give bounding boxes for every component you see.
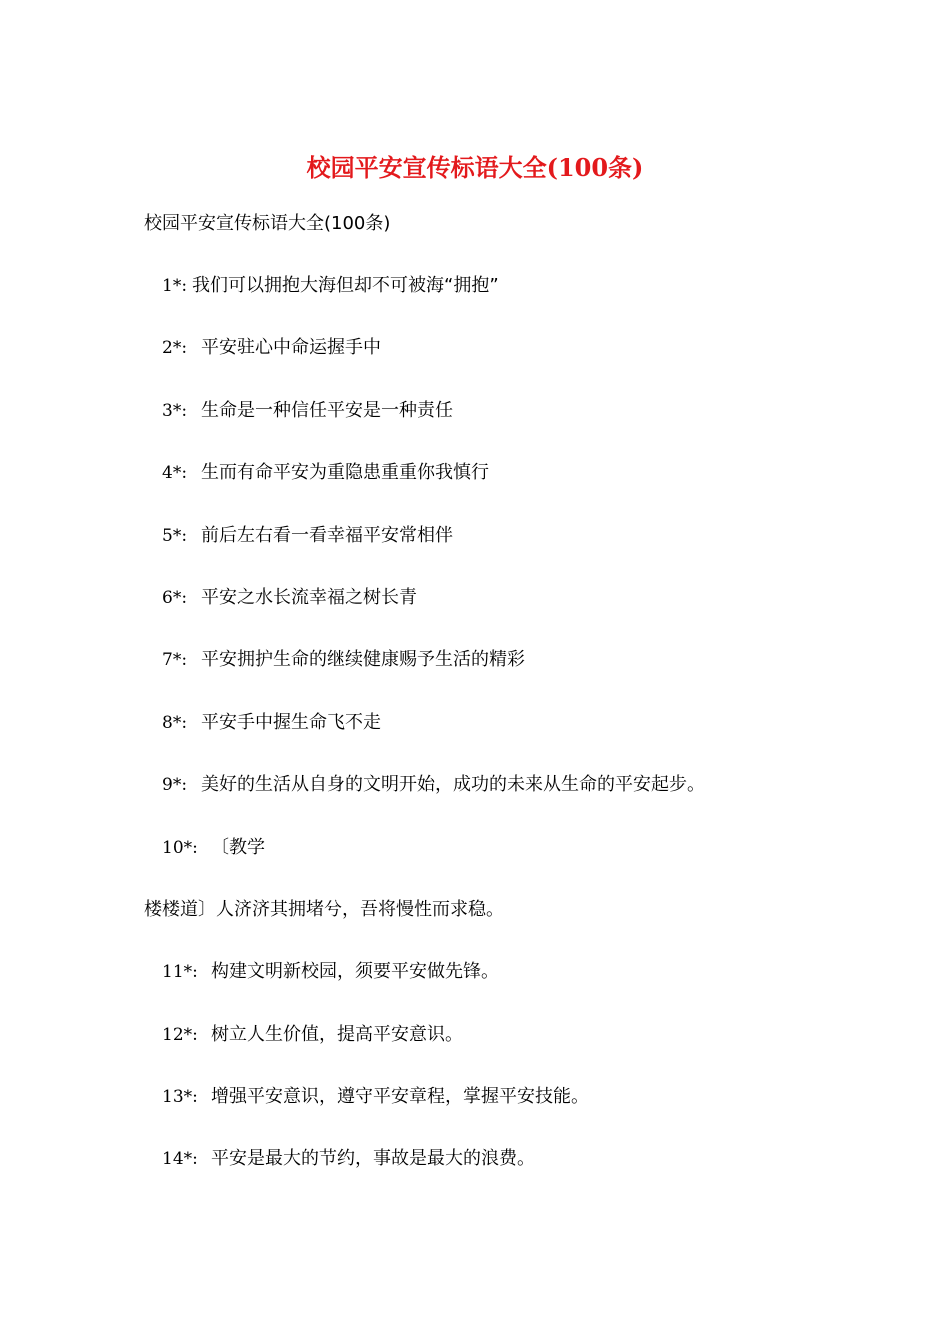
slogan-text: 楼楼道〕人济济其拥堵兮，吾将慢性而求稳。	[144, 898, 504, 920]
slogan-number: 4*:	[162, 463, 188, 484]
slogan-item-6	[0, 584, 950, 646]
slogan-text: 平安是最大的节约，事故是最大的浪费。	[211, 1148, 535, 1170]
slogan-item-9	[0, 771, 950, 833]
slogan-list	[0, 272, 950, 1208]
slogan-text: 前后左右看一看幸福平安常相伴	[201, 524, 453, 546]
slogan-number: 5*:	[162, 525, 188, 546]
slogan-number: 1*:	[162, 276, 188, 296]
slogan-text: 平安拥护生命的继续健康赐予生活的精彩	[201, 649, 525, 671]
slogan-item-4	[0, 459, 950, 521]
slogan-text: 构建文明新校园，须要平安做先锋。	[211, 961, 499, 983]
slogan-text: 〔教学	[211, 836, 265, 858]
slogan-text: 平安驻心中命运握手中	[201, 337, 381, 359]
slogan-number: 6*:	[162, 587, 188, 608]
slogan-number: 3*:	[162, 400, 188, 421]
slogan-number: 12*:	[162, 1024, 198, 1045]
slogan-text: 平安之水长流幸福之树长青	[201, 586, 417, 608]
slogan-number: 8*:	[162, 712, 188, 733]
slogan-text: 我们可以拥抱大海但却不可被海“拥抱”	[192, 275, 499, 296]
slogan-item-1	[0, 272, 950, 334]
slogan-text: 树立人生价值，提高平安意识。	[211, 1023, 463, 1045]
slogan-item-11	[0, 958, 950, 1020]
slogan-item-10-continued	[0, 896, 950, 958]
slogan-number: 11*:	[162, 962, 198, 983]
document-title: 校园平安宣传标语大全(100条)	[306, 153, 644, 182]
slogan-item-8	[0, 709, 950, 771]
slogan-item-10	[0, 834, 950, 896]
slogan-item-7	[0, 646, 950, 708]
slogan-item-12	[0, 1021, 950, 1083]
document-subtitle: 校园平安宣传标语大全(100条)	[144, 213, 391, 234]
slogan-item-13	[0, 1083, 950, 1145]
slogan-text: 生命是一种信任平安是一种责任	[201, 399, 453, 421]
slogan-item-5	[0, 522, 950, 584]
slogan-text: 平安手中握生命飞不走	[201, 711, 381, 733]
slogan-text: 增强平安意识，遵守平安章程，掌握平安技能。	[211, 1086, 589, 1108]
slogan-number: 13*:	[162, 1087, 198, 1108]
slogan-number: 9*:	[162, 775, 188, 796]
slogan-item-2	[0, 334, 950, 396]
slogan-item-14	[0, 1145, 950, 1207]
slogan-number: 14*:	[162, 1149, 198, 1170]
slogan-item-3	[0, 397, 950, 459]
slogan-text: 生而有命平安为重隐患重重你我慎行	[201, 462, 489, 484]
slogan-number: 10*:	[162, 837, 198, 858]
slogan-text: 美好的生活从自身的文明开始，成功的未来从生命的平安起步。	[201, 774, 705, 796]
slogan-number: 2*:	[162, 338, 188, 359]
slogan-number: 7*:	[162, 650, 188, 671]
